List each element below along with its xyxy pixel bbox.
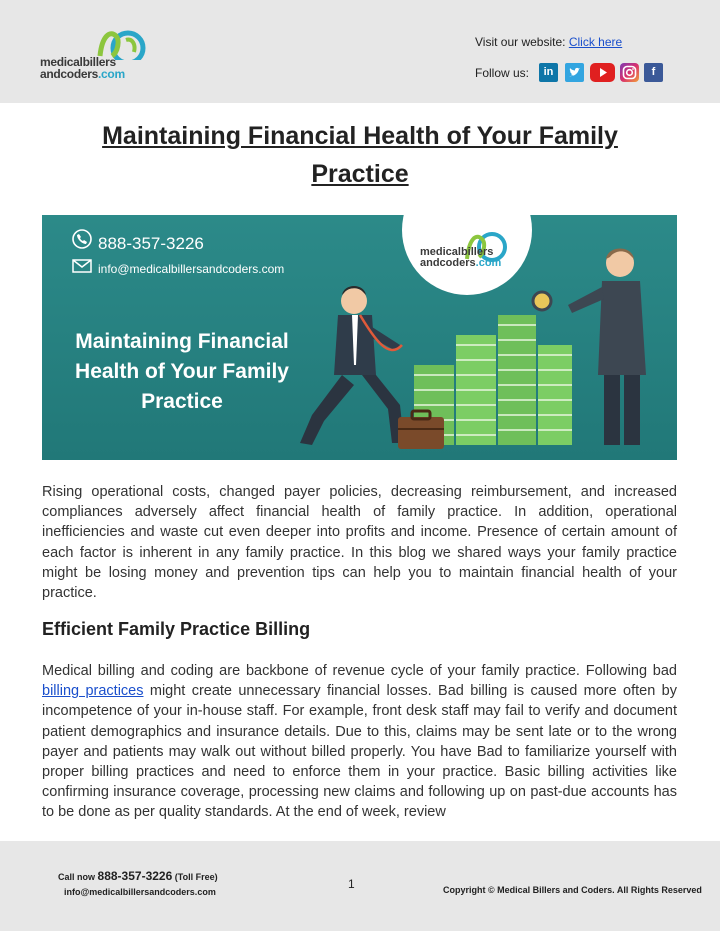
banner-phone (72, 229, 204, 254)
logo-suffix: .com (98, 67, 125, 81)
follow-label: Follow us: (475, 66, 530, 80)
company-logo[interactable] (40, 26, 160, 86)
hero-banner (42, 215, 677, 460)
banner-logo-suffix: .com (475, 257, 502, 269)
banner-logo-line2: andcoders (420, 257, 476, 269)
footer-call (58, 869, 218, 883)
banner-heading: Maintaining Financial Health of Your Family Practice (75, 330, 289, 413)
linkedin-icon[interactable]: in (539, 63, 558, 82)
visit-website (475, 35, 622, 49)
phone-icon (72, 229, 92, 254)
section-text-before: Medical billing and coding are backbone of revenue cycle of your family practice. Following bad (42, 663, 677, 679)
page-footer (0, 841, 720, 931)
intro-paragraph: Rising operational costs, changed payer policies, decreasing reimbursement, and increased compliances adversely affect financial health of family practice. In addition, operational inefficiencies and waste cut even deeper into profits and income. Presence of certain amount of each factor is inherent in any family practice. In this blog we shared ways your family practice might be losing money and prevention tips can help you to maintain financial health of your practice. (42, 484, 677, 602)
footer-toll-free: (Toll Free) (174, 872, 218, 882)
section-text-after: might create unnecessary financial losses. Bad billing is caused more often by incompetence of your in-house staff. For example, front desk staff may fail to verify and document patient demographics and insurance details. Due to this, claims may be sent late or to the wrong payer and patients may walk out without billed properly. You have Bad to familiarize yourself with proper billing practices and need to enforce them in your practice. Basic billing activities like confirming insurance coverage, processing new claims and following up on past-due accounts has to be done as per quality standards. At the end of week, review (42, 683, 677, 821)
footer-phone: 888-357-3226 (97, 869, 173, 883)
twitter-icon[interactable] (565, 63, 584, 82)
youtube-icon[interactable] (590, 63, 615, 82)
doctor-figure-icon (300, 286, 404, 445)
billing-practices-link[interactable]: billing practices (42, 683, 144, 700)
section-paragraph (42, 661, 677, 823)
website-link[interactable]: Click here (568, 35, 623, 49)
banner-logo-line1: medicalbillers (420, 246, 494, 258)
footer-call-label: Call now (58, 872, 96, 882)
banner-logo-wordmark (420, 247, 501, 269)
copyright-text: Copyright © Medical Billers and Coders. All Rights Reserved (443, 885, 702, 895)
logo-line2: andcoders (40, 67, 98, 81)
footer-email: info@medicalbillersandcoders.com (64, 887, 216, 897)
banner-email-address: info@medicalbillersandcoders.com (98, 262, 285, 276)
instagram-icon[interactable] (620, 63, 639, 82)
banner-email (72, 259, 284, 276)
mail-icon (72, 259, 92, 276)
section-heading: Efficient Family Practice Billing (42, 619, 311, 639)
facebook-icon[interactable]: f (644, 63, 663, 82)
logo-wordmark (40, 56, 125, 80)
page-header (0, 0, 720, 103)
banner-phone-number: 888-357-3226 (98, 234, 204, 253)
page-number: 1 (348, 877, 355, 891)
logo-line1: medicalbillers (40, 55, 116, 69)
page-title: Maintaining Financial Health of Your Family Practice (102, 122, 618, 188)
visit-label: Visit our website: (475, 35, 566, 49)
